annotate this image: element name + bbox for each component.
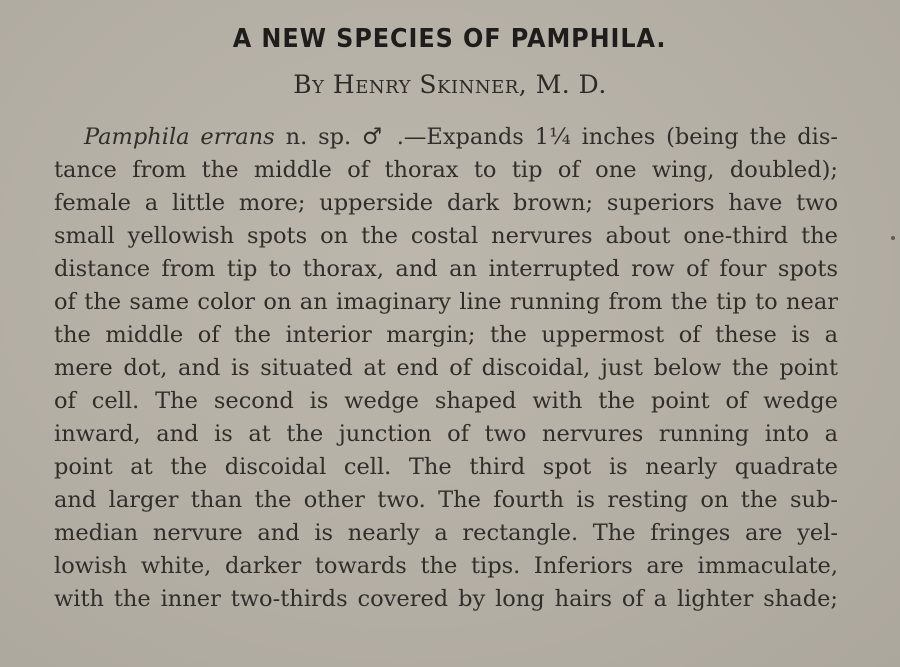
- body-line: with the inner two-thirds covered by long hairs of a lighter shade;: [54, 586, 838, 612]
- body-line: the middle of the interior margin; the uppermost of these is a: [54, 322, 838, 348]
- paper-speck: [891, 236, 895, 240]
- author-byline: By Henry Skinner, M. D.: [293, 70, 607, 99]
- body-line: small yellowish spots on the costal nervures about one-third the: [54, 223, 838, 249]
- body-line: and larger than the other two. The fourth is resting on the sub-: [54, 487, 838, 513]
- body-line: lowish white, darker towards the tips. Inferiors are immaculate,: [54, 553, 838, 579]
- body-line-text: n. sp. ♂ .—Expands 1¼ inches (being the dis-: [274, 124, 838, 150]
- body-line: point at the discoidal cell. The third spot is nearly quadrate: [54, 454, 838, 480]
- species-name: Pamphila errans: [84, 124, 275, 150]
- body-line: of cell. The second is wedge shaped with the point of wedge: [54, 388, 838, 414]
- body-line: median nervure and is nearly a rectangle. The fringes are yel-: [54, 520, 838, 546]
- body-line: inward, and is at the junction of two nervures running into a: [54, 421, 838, 447]
- body-line: female a little more; upperside dark brown; superiors have two: [54, 190, 838, 216]
- body-line: [54, 121, 838, 154]
- body-line: tance from the middle of thorax to tip of one wing, doubled);: [54, 157, 838, 183]
- article-title: A NEW SPECIES OF PAMPHILA.: [232, 24, 667, 54]
- body-line: mere dot, and is situated at end of discoidal, just below the point: [54, 355, 838, 381]
- body-line: of the same color on an imaginary line running from the tip to near: [54, 289, 838, 315]
- body-line: distance from tip to thorax, and an interrupted row of four spots: [54, 256, 838, 282]
- article-body: [54, 121, 838, 616]
